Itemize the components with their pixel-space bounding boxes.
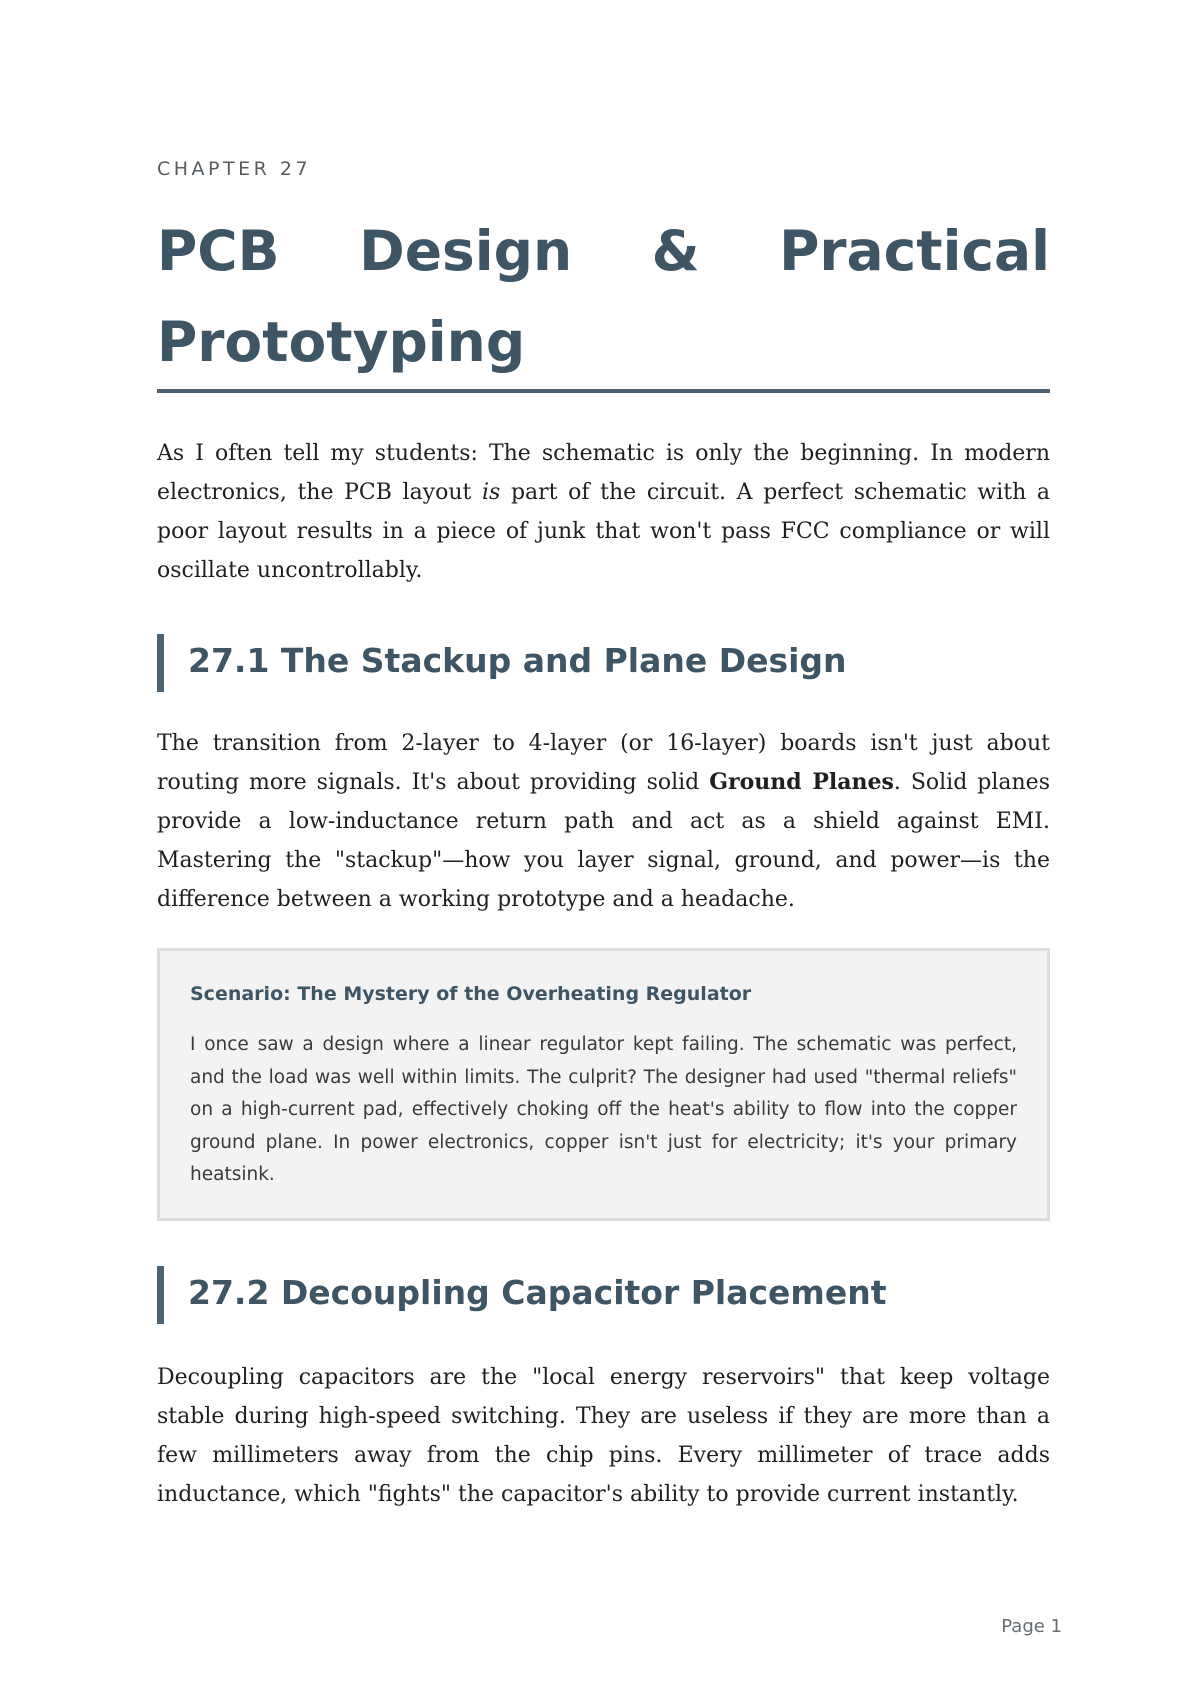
section-heading-27-1 bbox=[157, 634, 1050, 692]
section-heading-27-2 bbox=[157, 1266, 1050, 1324]
ground-planes-bold: Ground Planes bbox=[709, 769, 894, 795]
intro-text-start: As I often tell my students: The schematic is only the beginning. In modern electronics, the PCB layout bbox=[157, 441, 1050, 505]
section-heading-27-2-text: 27.2 Decoupling Capacitor Placement bbox=[188, 1273, 887, 1312]
intro-paragraph bbox=[157, 434, 1050, 590]
intro-emphasis: is bbox=[482, 480, 501, 505]
section-27-2-paragraph: Decoupling capacitors are the "local energy reservoirs" that keep voltage stable during high-speed switching. They are useless if they are more than a few millimeters away from the chip pins. Every millimeter of trace adds inductance, which "fights" the capacitor's ability to provide current instantly. bbox=[157, 1365, 1050, 1507]
section-27-1-text-start: The transition from 2-layer to 4-layer (or 16-layer) boards isn't just about routing more signals. It's about providing solid bbox=[157, 731, 1050, 795]
scenario-text: I once saw a design where a linear regulator kept failing. The schematic was perfect, and the load was well within limits. The culprit? The designer had used "thermal reliefs" on a high-current pad, effectively choking off the heat's ability to flow into the copper ground plane. In power electronics, copper isn't just for electricity; it's your primary heatsink. bbox=[190, 1034, 1017, 1185]
scenario-callout bbox=[157, 948, 1050, 1221]
section-27-1-paragraph bbox=[157, 724, 1050, 919]
scenario-title: Scenario: The Mystery of the Overheating Regulator bbox=[190, 983, 752, 1005]
page-number: Page 1 bbox=[1001, 1616, 1062, 1637]
section-27-1-text-end: . Solid planes provide a low-inductance return path and act as a shield against EMI. Mastering the "stackup"—how you layer signal, ground, and power—is the difference between a working prototype and a headache. bbox=[157, 770, 1050, 912]
title-divider bbox=[157, 389, 1050, 393]
chapter-label: CHAPTER 27 bbox=[157, 158, 312, 180]
intro-text-end: part of the circuit. A perfect schematic with a poor layout results in a piece of junk that won't pass FCC compliance or will oscillate uncontrollably. bbox=[157, 480, 1050, 583]
section-heading-27-1-text: 27.1 The Stackup and Plane Design bbox=[188, 641, 847, 680]
chapter-title: PCB Design & Practical Prototyping bbox=[157, 219, 1050, 374]
